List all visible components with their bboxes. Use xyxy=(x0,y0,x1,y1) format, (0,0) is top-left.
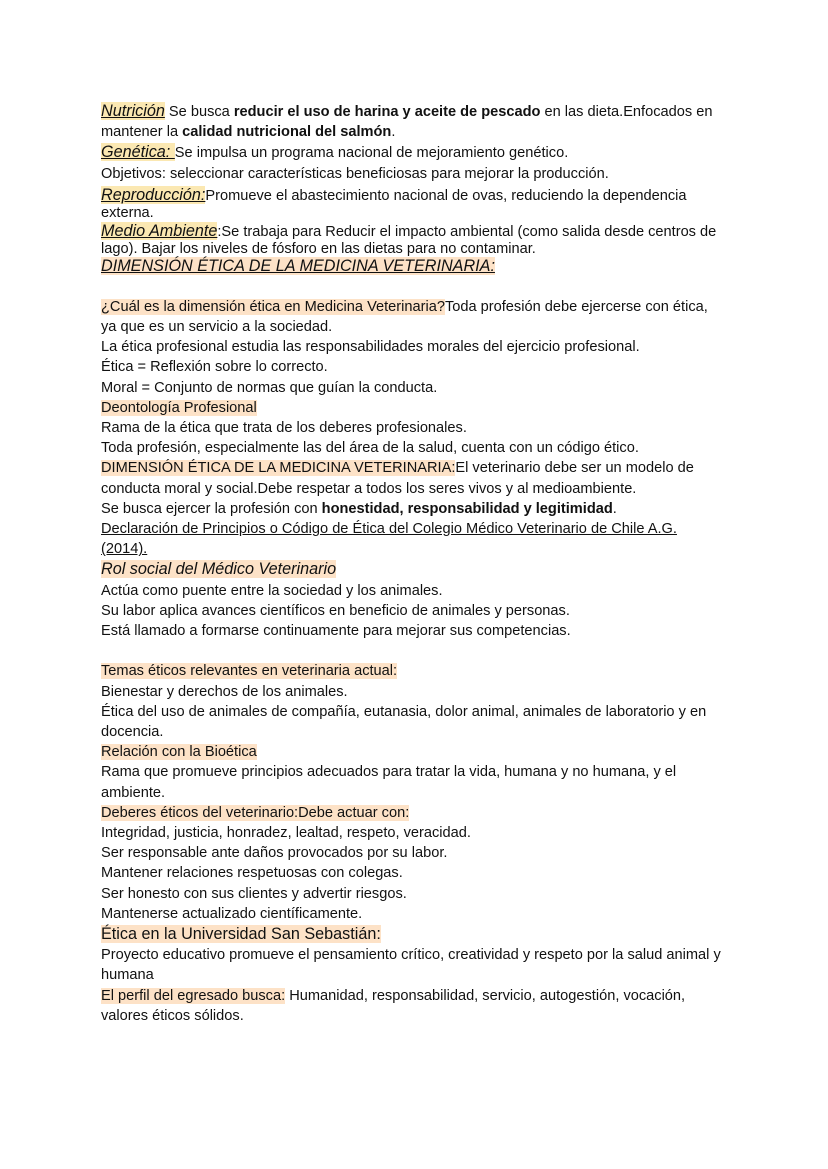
document-body xyxy=(101,101,726,1026)
deberes-heading-paragraph xyxy=(101,803,726,823)
etica-pregunta-paragraph xyxy=(101,297,726,337)
temas-item: Bienestar y derechos de los animales. xyxy=(101,683,348,700)
genetica-objetivos: Objetivos: seleccionar características beneficiosas para mejorar la producción. xyxy=(101,165,609,182)
etica-pregunta-text: Toda profesión debe ejercerse con ética, ya que es un servicio a la sociedad. xyxy=(101,298,708,336)
ejercer-paragraph xyxy=(101,499,726,519)
deontologia-heading: Deontología Profesional xyxy=(101,399,257,416)
deontologia-line-2: Toda profesión, especialmente las del área de la salud, cuenta con un código ético. xyxy=(101,440,639,457)
uss-text: Proyecto educativo promueve el pensamiento crítico, creatividad y respeto por la salud animal y humana xyxy=(101,947,721,984)
perfil-heading: El perfil del egresado busca: xyxy=(101,987,286,1004)
declaracion-paragraph: Declaración de Principios o Código de Ética del Colegio Médico Veterinario de Chile A.G. (2014). xyxy=(101,521,677,558)
deontologia-heading-paragraph xyxy=(101,398,726,418)
medio-ambiente-text: :Se trabaja para Reducir el impacto ambiental (como salida desde centros de lago). Bajar los niveles de fósforo en las dietas para no contaminar. xyxy=(101,223,717,258)
ejercer-end: . xyxy=(612,500,617,517)
uss-heading-paragraph xyxy=(101,924,726,945)
nutricion-paragraph xyxy=(101,101,726,142)
reproduccion-paragraph xyxy=(101,187,726,223)
perfil-paragraph xyxy=(101,986,726,1026)
perfil-text: Humanidad, responsabilidad, servicio, autogestión, vocación, valores éticos sólidos. xyxy=(101,987,686,1024)
moral-definition-line: Moral = Conjunto de normas que guían la conducta. xyxy=(101,379,438,396)
temas-heading: Temas éticos relevantes en veterinaria actual: xyxy=(101,663,398,680)
rol-social-item: Está llamado a formarse continuamente para mejorar sus competencias. xyxy=(101,623,571,640)
ejercer-bold: honestidad, responsabilidad y legitimidad xyxy=(321,500,613,517)
bioetica-heading: Relación con la Bioética xyxy=(101,744,257,761)
nutricion-text-3: . xyxy=(391,124,396,141)
medio-ambiente-paragraph xyxy=(101,223,726,259)
temas-heading-paragraph xyxy=(101,661,726,681)
temas-item: Ética del uso de animales de compañía, eutanasia, dolor animal, animales de laboratorio y en docencia. xyxy=(101,703,707,740)
deberes-item: Ser responsable ante daños provocados por su labor. xyxy=(101,845,448,862)
genetica-text: Se impulsa un programa nacional de mejoramiento genético. xyxy=(174,145,569,162)
dimension-heading-paragraph xyxy=(101,258,726,276)
etica-profesional-line: La ética profesional estudia las responsabilidades morales del ejercicio profesional. xyxy=(101,339,640,356)
etica-pregunta: ¿Cuál es la dimensión ética en Medicina Veterinaria? xyxy=(101,298,445,315)
reproduccion-text: Promueve el abastecimiento nacional de ovas, reduciendo la dependencia externa. xyxy=(101,187,687,222)
nutricion-text-2: en las dieta.Enfocados en mantener la xyxy=(101,104,713,141)
nutricion-term: Nutrición xyxy=(101,102,165,120)
rol-social-heading-paragraph xyxy=(101,559,726,580)
bioetica-text: Rama que promueve principios adecuados para tratar la vida, humana y no humana, y el ambiente. xyxy=(101,764,677,801)
dimension-etica-text: El veterinario debe ser un modelo de conducta moral y social.Debe respetar a todos los seres vivos y al medioambiente. xyxy=(101,460,694,497)
etica-definition-line: Ética = Reflexión sobre lo correcto. xyxy=(101,359,328,376)
nutricion-text-1: Se busca xyxy=(164,104,234,120)
deberes-item: Ser honesto con sus clientes y advertir riesgos. xyxy=(101,885,407,902)
deontologia-line-1: Rama de la ética que trata de los deberes profesionales. xyxy=(101,420,467,437)
medio-ambiente-term: Medio Ambiente xyxy=(101,221,218,240)
spacer xyxy=(101,277,726,297)
spacer xyxy=(101,641,726,661)
rol-social-item: Actúa como puente entre la sociedad y los animales. xyxy=(101,582,443,599)
nutricion-bold-1: reducir el uso de harina y aceite de pescado xyxy=(233,104,541,120)
bioetica-heading-paragraph xyxy=(101,742,726,762)
genetica-term: Genética: xyxy=(101,143,175,162)
uss-heading: Ética en la Universidad San Sebastián: xyxy=(101,924,381,943)
deberes-item: Integridad, justicia, honradez, lealtad, respeto, veracidad. xyxy=(101,824,471,841)
rol-social-heading: Rol social del Médico Veterinario xyxy=(101,560,337,579)
rol-social-item: Su labor aplica avances científicos en beneficio de animales y personas. xyxy=(101,602,570,619)
ejercer-text: Se busca ejercer la profesión con xyxy=(101,500,322,517)
reproduccion-term: Reproducción: xyxy=(101,185,206,204)
dimension-etica-paragraph xyxy=(101,458,726,498)
deberes-item: Mantener relaciones respetuosas con colegas. xyxy=(101,865,403,882)
nutricion-bold-2: calidad nutricional del salmón xyxy=(182,124,392,141)
deberes-item: Mantenerse actualizado científicamente. xyxy=(101,905,363,922)
genetica-paragraph xyxy=(101,142,726,163)
dimension-heading: DIMENSIÓN ÉTICA DE LA MEDICINA VETERINARIA: xyxy=(101,257,495,276)
dimension-etica-heading: DIMENSIÓN ÉTICA DE LA MEDICINA VETERINARIA: xyxy=(101,460,456,477)
deberes-heading: Deberes éticos del veterinario:Debe actuar con: xyxy=(101,804,410,821)
